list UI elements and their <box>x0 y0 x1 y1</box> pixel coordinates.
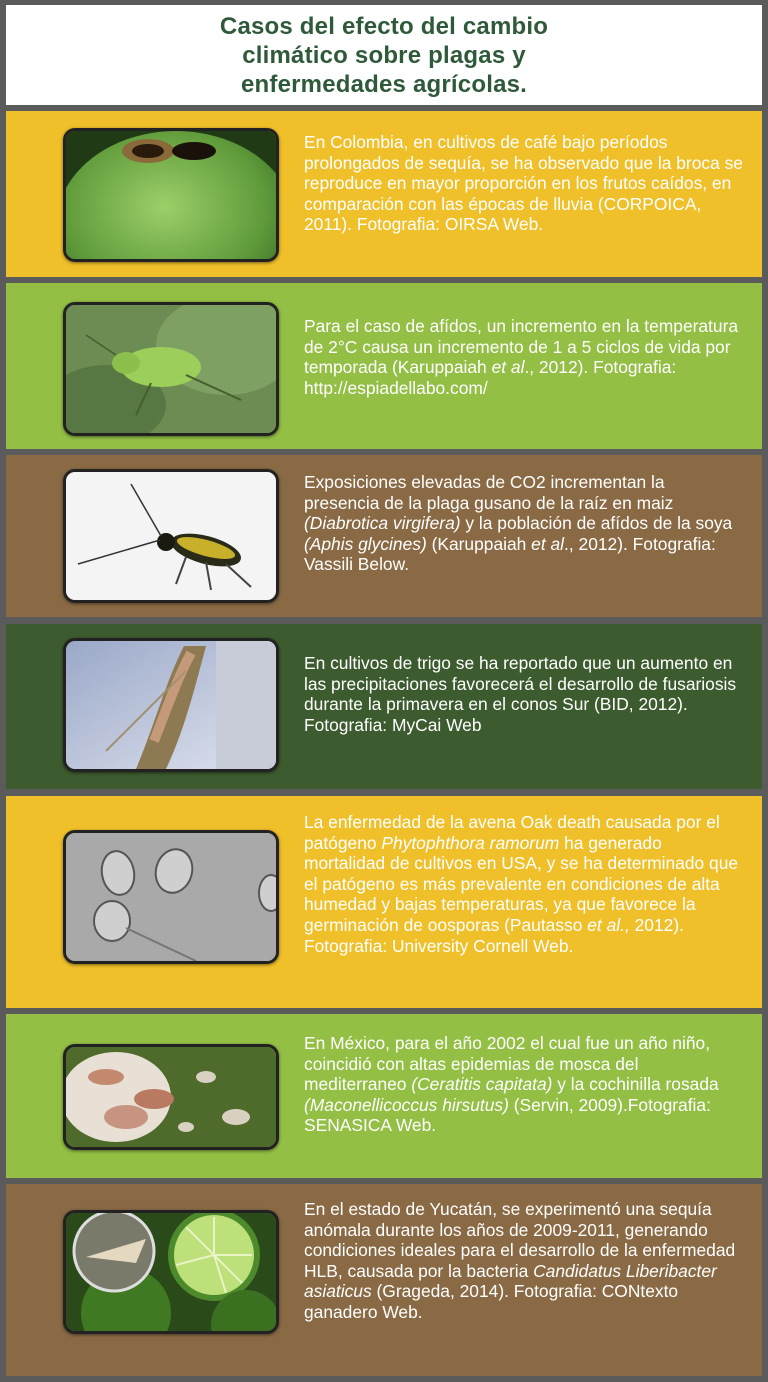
lime-hlb-photo <box>63 1210 279 1334</box>
case-panel-yucatan <box>6 1184 762 1376</box>
case-text-run: ., 2012). Fotografia: http://espiadellabo.com/ <box>304 357 677 398</box>
case-text-run: y la cochinilla rosada <box>552 1074 719 1095</box>
case-text <box>304 653 744 735</box>
scientific-name-text: (Maconellicoccus hirsutus) <box>304 1094 509 1115</box>
case-text-run: (Servin, 2009).Fotografia: SENASICA Web. <box>304 1094 711 1136</box>
aphid-photo <box>63 302 279 436</box>
case-text <box>304 132 744 235</box>
case-text <box>304 1033 744 1136</box>
phytophthora-microscope-photo <box>63 830 279 964</box>
case-panel-coffee <box>6 111 762 277</box>
case-text <box>304 1199 744 1323</box>
case-text-run: Para el caso de afídos, un incremento en la temperatura de 2°C causa un incremento de 1 a 5 ciclos de vida por temporada (Karuppaiah <box>304 316 739 378</box>
page-title: Casos del efecto del cambio climático sobre plagas y enfermedades agrícolas. <box>219 12 549 98</box>
title-box <box>6 5 762 105</box>
case-text-run: En México, para el año 2002 el cual fue un año niño, coincidió con altas epidemias de mosca del mediterraneo <box>304 1033 711 1095</box>
case-text-run: En Colombia, en cultivos de café bajo períodos prolongados de sequía, se ha observado que la broca se reproduce en mayor proporción en los frutos caídos, en comparación con las épocas de lluvia (CORPOICA, 2011). Fotografia: OIRSA Web. <box>304 132 743 235</box>
case-panel-wheat <box>6 624 762 789</box>
wheat-fusarium-photo <box>63 638 279 772</box>
case-panel-mexico <box>6 1014 762 1178</box>
case-text-run: 2012). Fotografia: University Cornell Web. <box>304 914 684 956</box>
scientific-name-text: (Diabrotica virgifera) <box>304 513 461 534</box>
case-text-run: (Grageda, 2014). Fotografia: CONtexto ganadero Web. <box>304 1281 679 1322</box>
case-panel-aphids <box>6 283 762 449</box>
mealybug-photo <box>63 1044 279 1150</box>
scientific-name-text: Phytophthora ramorum <box>381 832 560 853</box>
scientific-name-text: (Aphis glycines) <box>304 533 427 554</box>
case-text-run: En cultivos de trigo se ha reportado que un aumento en las precipitaciones favorecerá el desarrollo de fusariosis durante la primavera en el conos Sur (BID, 2012). Fotografia: MyCai Web <box>304 653 737 735</box>
case-text-run: Exposiciones elevadas de CO2 incrementan la presencia de la plaga gusano de la raíz en maiz <box>304 472 674 513</box>
case-text-run: En el estado de Yucatán, se experimentó una sequía anómala durante los años de 2009-2011, generando condiciones ideales para el desarrollo de la enfermedad HLB, causada por la bacteria <box>304 1199 736 1281</box>
scientific-name-text: et al., <box>587 914 630 935</box>
case-text-run: La enfermedad de la avena Oak death causada por el patógeno <box>304 812 720 853</box>
case-text-run: ha generado mortalidad de cultivos en USA, y se ha determinado que el patógeno es más prevalente en condiciones de alta humedad y bajas temperaturas, ya que favorece la germinación de oosporas (Pautasso <box>304 832 739 935</box>
case-text <box>304 316 744 398</box>
case-text-run: (Karuppaiah <box>426 533 532 554</box>
scientific-name-text: (Ceratitis capitata) <box>411 1074 553 1095</box>
case-panel-oak-death <box>6 796 762 1008</box>
case-text <box>304 472 744 575</box>
case-text <box>304 812 744 956</box>
case-text-run: y la población de afídos de la soya <box>460 513 733 534</box>
scientific-name-text: Candidatus Liberibacter asiaticus <box>304 1260 717 1302</box>
coffee-berry-borer-photo <box>63 128 279 262</box>
case-panel-rootworm <box>6 455 762 617</box>
scientific-name-text: et al <box>491 357 525 378</box>
scientific-name-text: et al <box>531 533 565 554</box>
case-text-run: ., 2012). Fotografia: Vassili Below. <box>304 533 716 575</box>
corn-rootworm-beetle-photo <box>63 469 279 603</box>
